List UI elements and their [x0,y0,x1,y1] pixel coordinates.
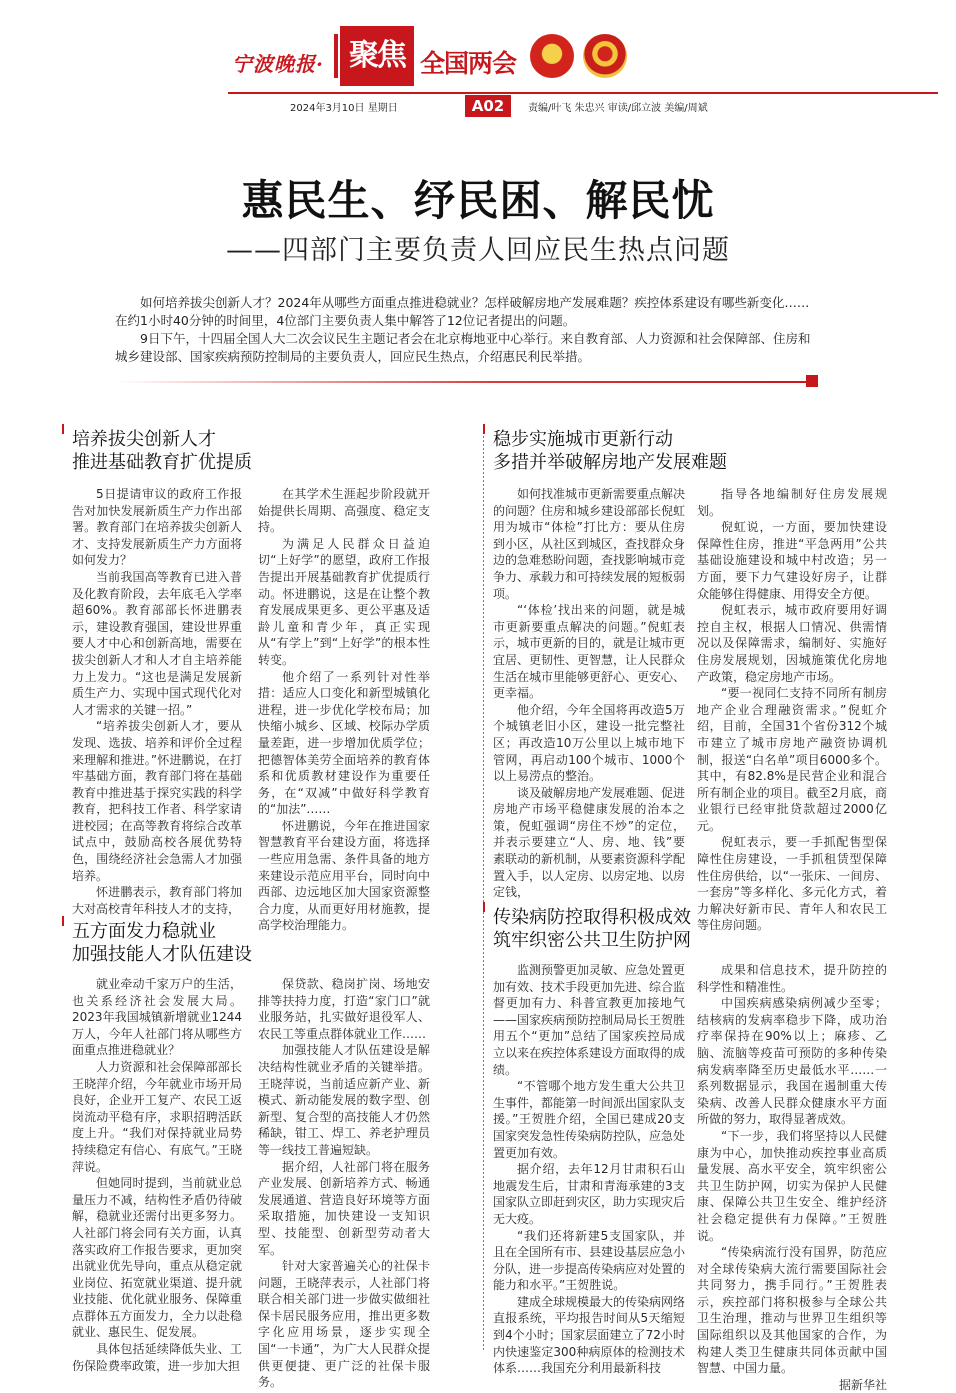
editor-credits: 责编/叶飞 朱忠兴 审读/邱立波 美编/周斌 [528,103,708,114]
article-column: 保贷款、稳岗扩岗、场地安排等扶持力度，打造“家门口”就业服务站，扎实做好退役军人、农民工等重点群体就业工作…… 加强技能人才队伍建设是解决结构性就业矛盾的关键举措。王晓萍说，当前适应新产业、新模式、新动能发展的数字型、创新型、复合型的高技能人才仍然稀缺，钳工、焊工、养老护理员等一线技工普遍短缺。 据介绍，人社部门将在服务产业发展、创新培养方式、畅通发展通道、营造良好环境等方面采取措施，加快建设一支知识型、技能型、创新型劳动者大军。 针对大家普遍关心的社保卡问题，王晓萍表示，人社部门将联合相关部门进一步做实做细社保卡居民服务应用，推出更多数字化应用场景，逐步实现全国“一卡通”，为广大人民群众提供更便捷、更广泛的社保卡服务。 [258,977,430,1390]
article-column: 监测预警更加灵敏、应急处置更加有效、技术手段更加先进、综合监督更加有力、科普宣教更加接地气——国家疾病预防控制局局长王贺胜用五个“更加”总结了国家疾控局成立以来在疾控体系建设方面取得的成绩。 “不管哪个地方发生重大公共卫生事件，都能第一时间派出国家队支援。”王贺胜介绍，全国已建成20支国家突发急性传染病防控队，应急处置更加有效。 据介绍，去年12月甘肃积石山地震发生后，甘肃和青海承建的3支国家队立即赶到灾区，助力实现灾后无大疫。 “我们还将新建5支国家队，并且在全国所有市、县建设基层应急小分队，进一步提高传染病应对处置的能力和水平。”王贺胜说。 建成全球规模最大的传染病网络直报系统，平均报告时间从5天缩短到4个小时；国家层面建立了72小时内快速鉴定300种病原体的检测技术体系……我国充分利用最新科技 [493,963,686,1376]
article-column: 就业牵动千家万户的生活，也关系经济社会发展大局。2023年我国城镇新增就业1244万人，今年人社部门将从哪些方面重点推进稳就业？ 人力资源和社会保障部部长王晓萍介绍，今年就业市场开局良好，企业开工复产、农民工返岗流动平稳有序，求职招聘活跃度上升。“我们对保持就业局势持续稳定有信心、有底气。”王晓萍说。 但她同时提到，当前就业总量压力不减，结构性矛盾仍待破解，稳就业还需付出更多努力。人社部门将会同有关方面，认真落实政府工作报告要求，更加突出就业优先导向，重点从稳定就业岗位、拓宽就业渠道、提升就业技能、优化就业服务、保障重点群体五方面发力，全力以赴稳就业、惠民生、促发展。 具体包括延续降低失业、工伤保险费率政策，进一步加大担 [72,977,242,1373]
article-column: 如何找准城市更新需要重点解决的问题？住房和城乡建设部部长倪虹用为城市“体检”打比方：要从住房到小区，从社区到城区，查找群众身边的急难愁盼问题，查找影响城市竞争力、承载力和可持续发展的短板弱项。 “‘体检’找出来的问题，就是城市更新要重点解决的问题。”倪虹表示，城市更新的目的，就是让城市更宜居、更韧性、更智慧，让人民群众生活在城市里能够更舒心、更安心、更幸福。 他介绍，今年全国将再改造5万个城镇老旧小区，建设一批完整社区；再改造10万公里以上城市地下管网，再启动100个城市、1000个以上易涝点的整治。 谈及破解房地产发展难题、促进房地产市场平稳健康发展的治本之策，倪虹强调“房住不炒”的定位，并表示要建立“人、房、地、钱”要素联动的新机制，从要素资源科学配置入手，以人定房、以房定地、以房定钱， [493,487,686,900]
article-column: 指导各地编制好住房发展规划。 倪虹说，一方面，要加快建设保障性住房，推进“平急两用”公共基础设施建设和城中村改造；另一方面，要下力气建设好房子，让群众能够住得健康、用得安全方便。 倪虹表示，城市政府要用好调控自主权，根据人口情况、供需情况以及保障需求，编制好、实施好住房发展规划，因城施策优化房地产政策，稳定房地产市场。 “要一视同仁支持不同所有制房地产企业合理融资需求。”倪虹介绍，目前，全国31个省份312个城市建立了城市房地产融资协调机制，报送“白名单”项目6000多个。其中，有82.8%是民营企业和混合所有制企业的项目。截至2月底，商业银行已经审批贷款超过2000亿元。 倪虹表示，要一手抓配售型保障性住房建设，一手抓租赁型保障性住房供给，以“一张床、一间房、一套房”等多样化、多元化方式，着力解决好新市民、青年人和农民工等住房问题。 [697,487,887,933]
page-number: A02 [465,95,511,117]
national-emblem-icon [530,34,574,78]
section-name: 全国两会 [420,49,517,78]
section-heading-education: 培养拔尖创新人才 推进基础教育扩优提质 [72,429,252,473]
section-heading-disease-control: 传染病防控取得积极成效 筑牢织密公共卫生防护网 [493,907,691,951]
page-title: 惠民生、纾民困、解民忧 [241,176,715,225]
section-heading-housing: 稳步实施城市更新行动 多措并举破解房地产发展难题 [493,429,727,473]
section-heading-employment: 五方面发力稳就业 加强技能人才队伍建设 [72,921,252,965]
divider-line [115,381,807,383]
article-column: 成果和信息技术，提升防控的科学性和精准性。 中国疾病感染病例减少至零；结核病的发病率稳步下降，成功治疗率保持在90%以上；麻疹、乙脑、流脑等疫苗可预防的多种传染病发病率降至历史最低水平……一系列数据显示，我国在遏制重大传染病、改善人民群众健康水平方面所做的努力，取得显著成效。 “下一步，我们将坚持以人民健康为中心，加快推动疾控事业高质量发展、高水平安全，筑牢织密公共卫生防护网，切实为保护人民健康、保障公共卫生安全、维护经济社会稳定提供有力保障。”王贺胜说。 “传染病流行没有国界，防范应对全球传染病大流行需要国际社会共同努力，携手同行。”王贺胜表示，疾控部门将积极参与全球公共卫生治理，推动与世界卫生组织等国际组织以及其他国家的合作，为构建人类卫生健康共同体贡献中国智慧、中国力量。 据新华社 [697,963,887,1392]
source-credit: 据新华社 [838,1377,887,1392]
lead-paragraph: 9日下午，十四届全国人大二次会议民生主题记者会在北京梅地亚中心举行。来自教育部、人力资源和社会保障部、住房和城乡建设部、国家疾病预防控制局的主要负责人，回应民生热点，介绍惠民利民举措。 [115,331,811,364]
newspaper-logo: 宁波晚报· [232,52,324,76]
article-column: 在其学术生涯起步阶段就开始提供长周期、高强度、稳定支持。 为满足人民群众日益迫切“上好学”的愿望，政府工作报告提出开展基础教育扩优提质行动。怀进鹏说，这是在让整个教育发展成果更多、更公平惠及适龄儿童和青少年，真正实现从“有学上”到“上好学”的根本性转变。 他介绍了一系列针对性举措：适应人口变化和新型城镇化进程，进一步优化学校布局；加快缩小城乡、区域、校际办学质量差距，进一步增加优质学位；把德智体美劳全面培养的教育体系和优质教材建设作为重要任务，在“双减”中做好科学教育的“加法”…… 怀进鹏说，今年在推进国家智慧教育平台建设方面，将选择一些应用急需、条件具备的地方来建设示范应用平台，同时向中西部、边远地区加大国家资源整合力度，从而更好用材施教，提高学校治理能力。 [258,487,430,933]
page-subtitle: ——四部门主要负责人回应民生热点问题 [226,235,730,266]
masthead-rule [228,92,938,94]
focus-label: 聚焦 [340,26,414,86]
dateline: 2024年3月10日 星期日 [290,103,398,114]
masthead [0,0,956,120]
lead-paragraph: 如何培养拔尖创新人才？2024年从哪些方面重点推进稳就业？怎样破解房地产发展难题？疾控体系建设有哪些新变化……在约1小时40分钟的时间里，4位部门主要负责人集中解答了12位记者提出的问题。 [115,295,810,328]
lead-paragraphs [115,294,821,366]
column-divider [483,432,484,1350]
divider-square [806,375,818,387]
article-column: 5日提请审议的政府工作报告对加快发展新质生产力作出部署。教育部门在培养拔尖创新人才、支持发展新质生产力方面将如何发力？ 当前我国高等教育已进入普及化教育阶段，去年底毛入学率超60%。教育部部长怀进鹏表示，建设教育强国，建设世界重要人才中心和创新高地，需要在拔尖创新人才和人才自主培养能力上发力。“这也是满足发展新质生产力、实现中国式现代化对人才需求的关键一招。” “培养拔尖创新人才，要从发现、选拔、培养和评价全过程来理解和推进。”怀进鹏说，在打牢基础方面，教育部门将在基础教育中推进基于探究实践的科学教育，把科技工作者、科学家请进校园；在高等教育将综合改革试点中，鼓励高校各展优势特色，围绕经济社会急需人才加强培养。 怀进鹏表示，教育部门将加大对高校青年科技人才的支持， [72,487,242,916]
cppcc-emblem-icon [583,34,627,78]
